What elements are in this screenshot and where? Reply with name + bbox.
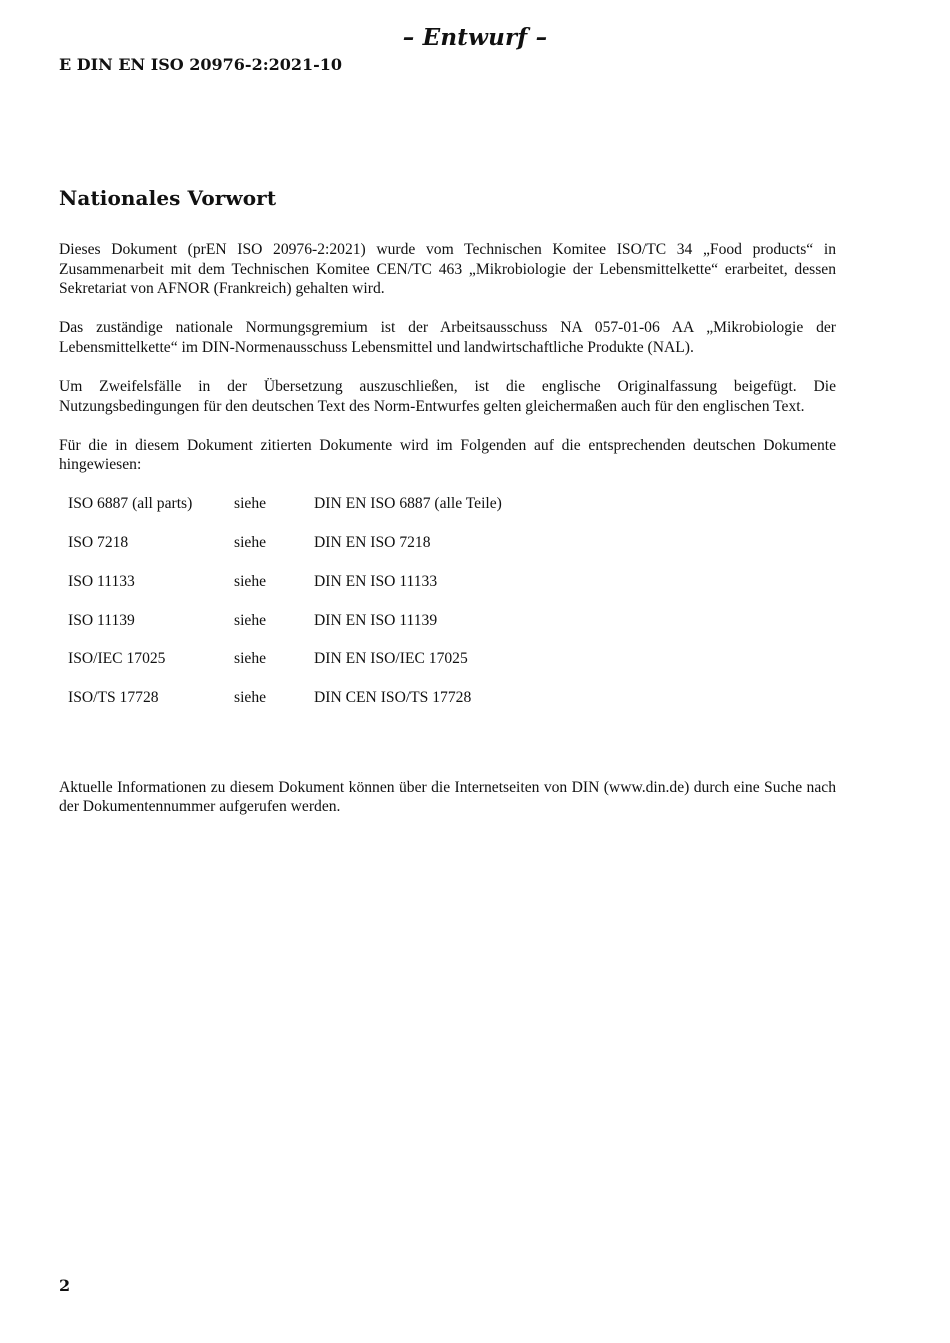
reference-iso: ISO 6887 (all parts) (68, 495, 193, 513)
reference-din: DIN EN ISO 11139 (314, 611, 438, 629)
paragraph-references-intro: Für die in diesem Dokument zitierten Dokumente wird im Folgenden auf die entsprechenden deutschen Dokumente hingewiesen: (59, 436, 836, 474)
reference-see: siehe (234, 689, 267, 707)
reference-din: DIN EN ISO/IEC 17025 (314, 650, 468, 668)
page-title: Nationales Vorwort (59, 186, 277, 210)
table-row (59, 679, 502, 718)
paragraph-translation: Um Zweifelsfälle in der Übersetzung auszuschließen, ist die englische Originalfassung beigefügt. Die Nutzungsbedingungen für den deutschen Text des Norm-Entwurfes gelten gleichermaßen auch für den englischen Text. (59, 377, 836, 415)
paragraph-closing-info: Aktuelle Informationen zu diesem Dokument können über die Internetseiten von DIN (www.din.de) durch eine Suche nach der Dokumentennummer aufgerufen werden. (59, 778, 836, 816)
page-number: 2 (59, 1276, 71, 1295)
table-row (59, 524, 502, 563)
table-row (59, 601, 502, 640)
main-content (59, 186, 836, 836)
table-row (59, 562, 502, 601)
table-row (59, 640, 502, 679)
reference-table (59, 485, 502, 718)
reference-see: siehe (234, 650, 267, 668)
reference-din: DIN EN ISO 11133 (314, 572, 438, 590)
reference-din: DIN EN ISO 7218 (314, 534, 431, 552)
paragraph-committee: Das zuständige nationale Normungsgremium ist der Arbeitsausschuss NA 057-01-06 AA „Mikrobiologie der Lebensmittelkette“ im DIN-Normenausschuss Lebensmittel und landwirtschaftliche Produkte (NAL). (59, 319, 836, 356)
table-row (59, 485, 502, 524)
reference-din: DIN CEN ISO/TS 17728 (314, 689, 472, 707)
reference-iso: ISO 7218 (68, 534, 129, 552)
reference-see: siehe (234, 495, 267, 513)
draft-label: – Entwurf – (402, 24, 548, 51)
reference-iso: ISO 11133 (68, 572, 135, 590)
reference-iso: ISO/TS 17728 (68, 689, 159, 707)
reference-iso: ISO/IEC 17025 (68, 650, 166, 668)
reference-see: siehe (234, 611, 267, 629)
reference-see: siehe (234, 534, 267, 552)
reference-see: siehe (234, 572, 267, 590)
reference-din: DIN EN ISO 6887 (alle Teile) (314, 495, 502, 513)
reference-iso: ISO 11139 (68, 611, 135, 629)
paragraph-origin: Dieses Dokument (prEN ISO 20976-2:2021) wurde vom Technischen Komitee ISO/TC 34 „Food products“ in Zusammenarbeit mit dem Technischen Komitee CEN/TC 463 „Mikrobiologie der Lebensmittelkette“ erarbeitet, dessen Sekretariat von AFNOR (Frankreich) gehalten wird. (59, 241, 836, 298)
document-id: E DIN EN ISO 20976-2:2021-10 (59, 55, 343, 74)
